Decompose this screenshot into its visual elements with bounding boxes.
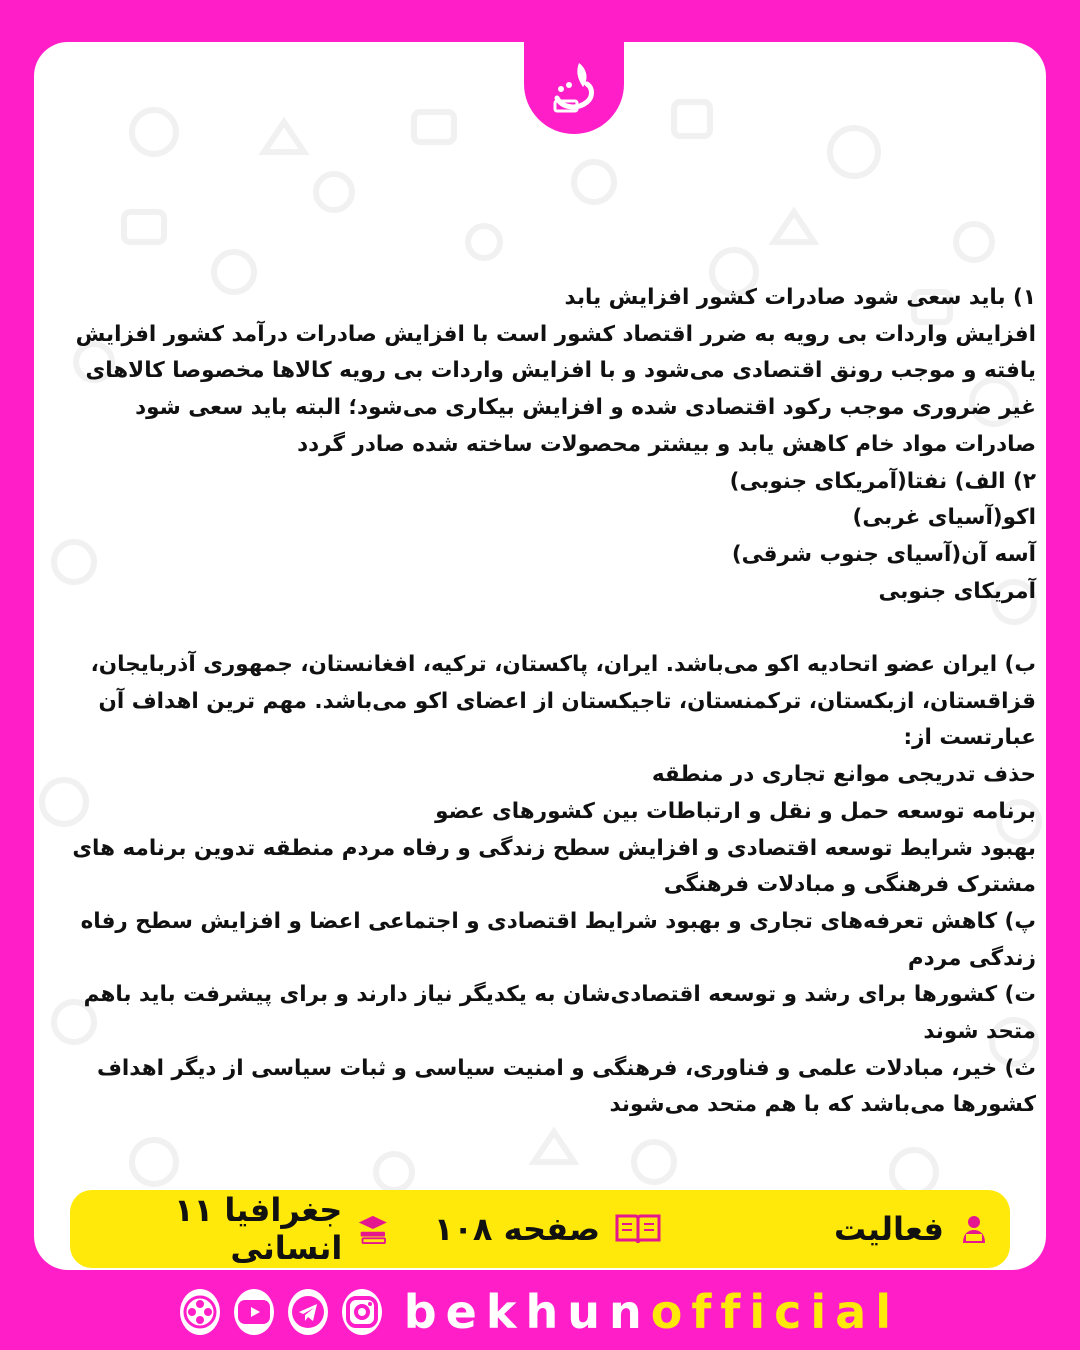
subject-label (70, 1190, 390, 1268)
answer-text (66, 280, 1036, 1124)
spacer (66, 610, 1036, 647)
instagram-icon[interactable] (342, 1289, 382, 1335)
teacher-icon (958, 1213, 990, 1245)
answer-line: اکو(آسیای غربی) (852, 505, 1036, 531)
answer-line: ت) کشورها برای رشد و توسعه اقتصادی‌شان به یکدیگر نیاز دارند و برای پیشرفت باید باهم متحد شوند (83, 982, 1036, 1045)
answer-line: ۱) باید سعی شود صادرات کشور افزایش یابد (564, 285, 1036, 310)
answer-line: پ) کاهش تعرفه‌های تجاری و بهبود شرایط اقتصادی و اجتماعی اعضا و افزایش سطح رفاه زندگی مردم (80, 908, 1036, 971)
answer-line: حذف تدریجی موانع تجاری در منطقه (651, 762, 1036, 788)
page-label (434, 1190, 662, 1268)
answer-line: ۲) الف) نفتا(آمریکای جنوبی) (729, 468, 1036, 494)
graduation-books-icon (356, 1212, 390, 1246)
answer-line: افزایش واردات بی رویه به ضرر اقتصاد کشور است با افزایش صادرات درآمد کشور افزایش یافته و موجب رونق اقتصادی می‌شود و با افزایش واردات بی رویه کالاها مخصوصا کالاهای غیر ضروری موجب رکود اقتصادی شده و افزایش بیکاری می‌شود؛ البته باید سعی شود صادرات مواد خام کاهش یابد و بیشتر محصولات ساخته شده صادر گردد (75, 321, 1036, 457)
social-bar (180, 1282, 900, 1342)
youtube-icon[interactable] (234, 1289, 274, 1335)
subject-text: جغرافیا ۱۱ انسانی (174, 1191, 343, 1267)
answer-line: آمریکای جنوبی (878, 578, 1036, 604)
logo-icon (539, 53, 609, 123)
footer-info-bar (70, 1190, 1010, 1268)
social-handle[interactable] (404, 1285, 900, 1339)
telegram-icon[interactable] (288, 1289, 328, 1335)
activity-text: فعالیت (834, 1210, 944, 1248)
open-book-icon (614, 1212, 662, 1246)
answer-line: برنامه توسعه حمل و نقل و ارتباطات بین کشورهای عضو (435, 798, 1036, 824)
page-text: صفحه ۱۰۸ (433, 1210, 600, 1248)
handle-part-2: official (650, 1285, 900, 1339)
answer-line: آسه آن(آسیای جنوب شرقی) (731, 541, 1036, 567)
activity-label (834, 1190, 990, 1268)
answer-line: بهبود شرایط توسعه اقتصادی و افزایش سطح زندگی و رفاه مردم منطقه تدوین برنامه های مشترک فرهنگی و مبادلات فرهنگی (72, 835, 1036, 898)
answer-line: ب) ایران عضو اتحادیه اکو می‌باشد. ایران، پاکستان، ترکیه، افغانستان، جمهوری آذربایجان، قزاقستان، ازبکستان، ترکمنستان، تاجیکستان از اعضای اکو می‌باشد. مهم ترین اهداف آن عبارتست از: (90, 652, 1036, 751)
handle-part-1: bekhun (403, 1285, 651, 1339)
aparat-icon[interactable] (180, 1289, 220, 1335)
answer-line: ث) خیر، مبادلات علمی و فناوری، فرهنگی و امنیت سیاسی و ثبات سیاسی از دیگر اهداف کشورها می‌باشد که با هم متحد می‌شوند (96, 1055, 1036, 1118)
